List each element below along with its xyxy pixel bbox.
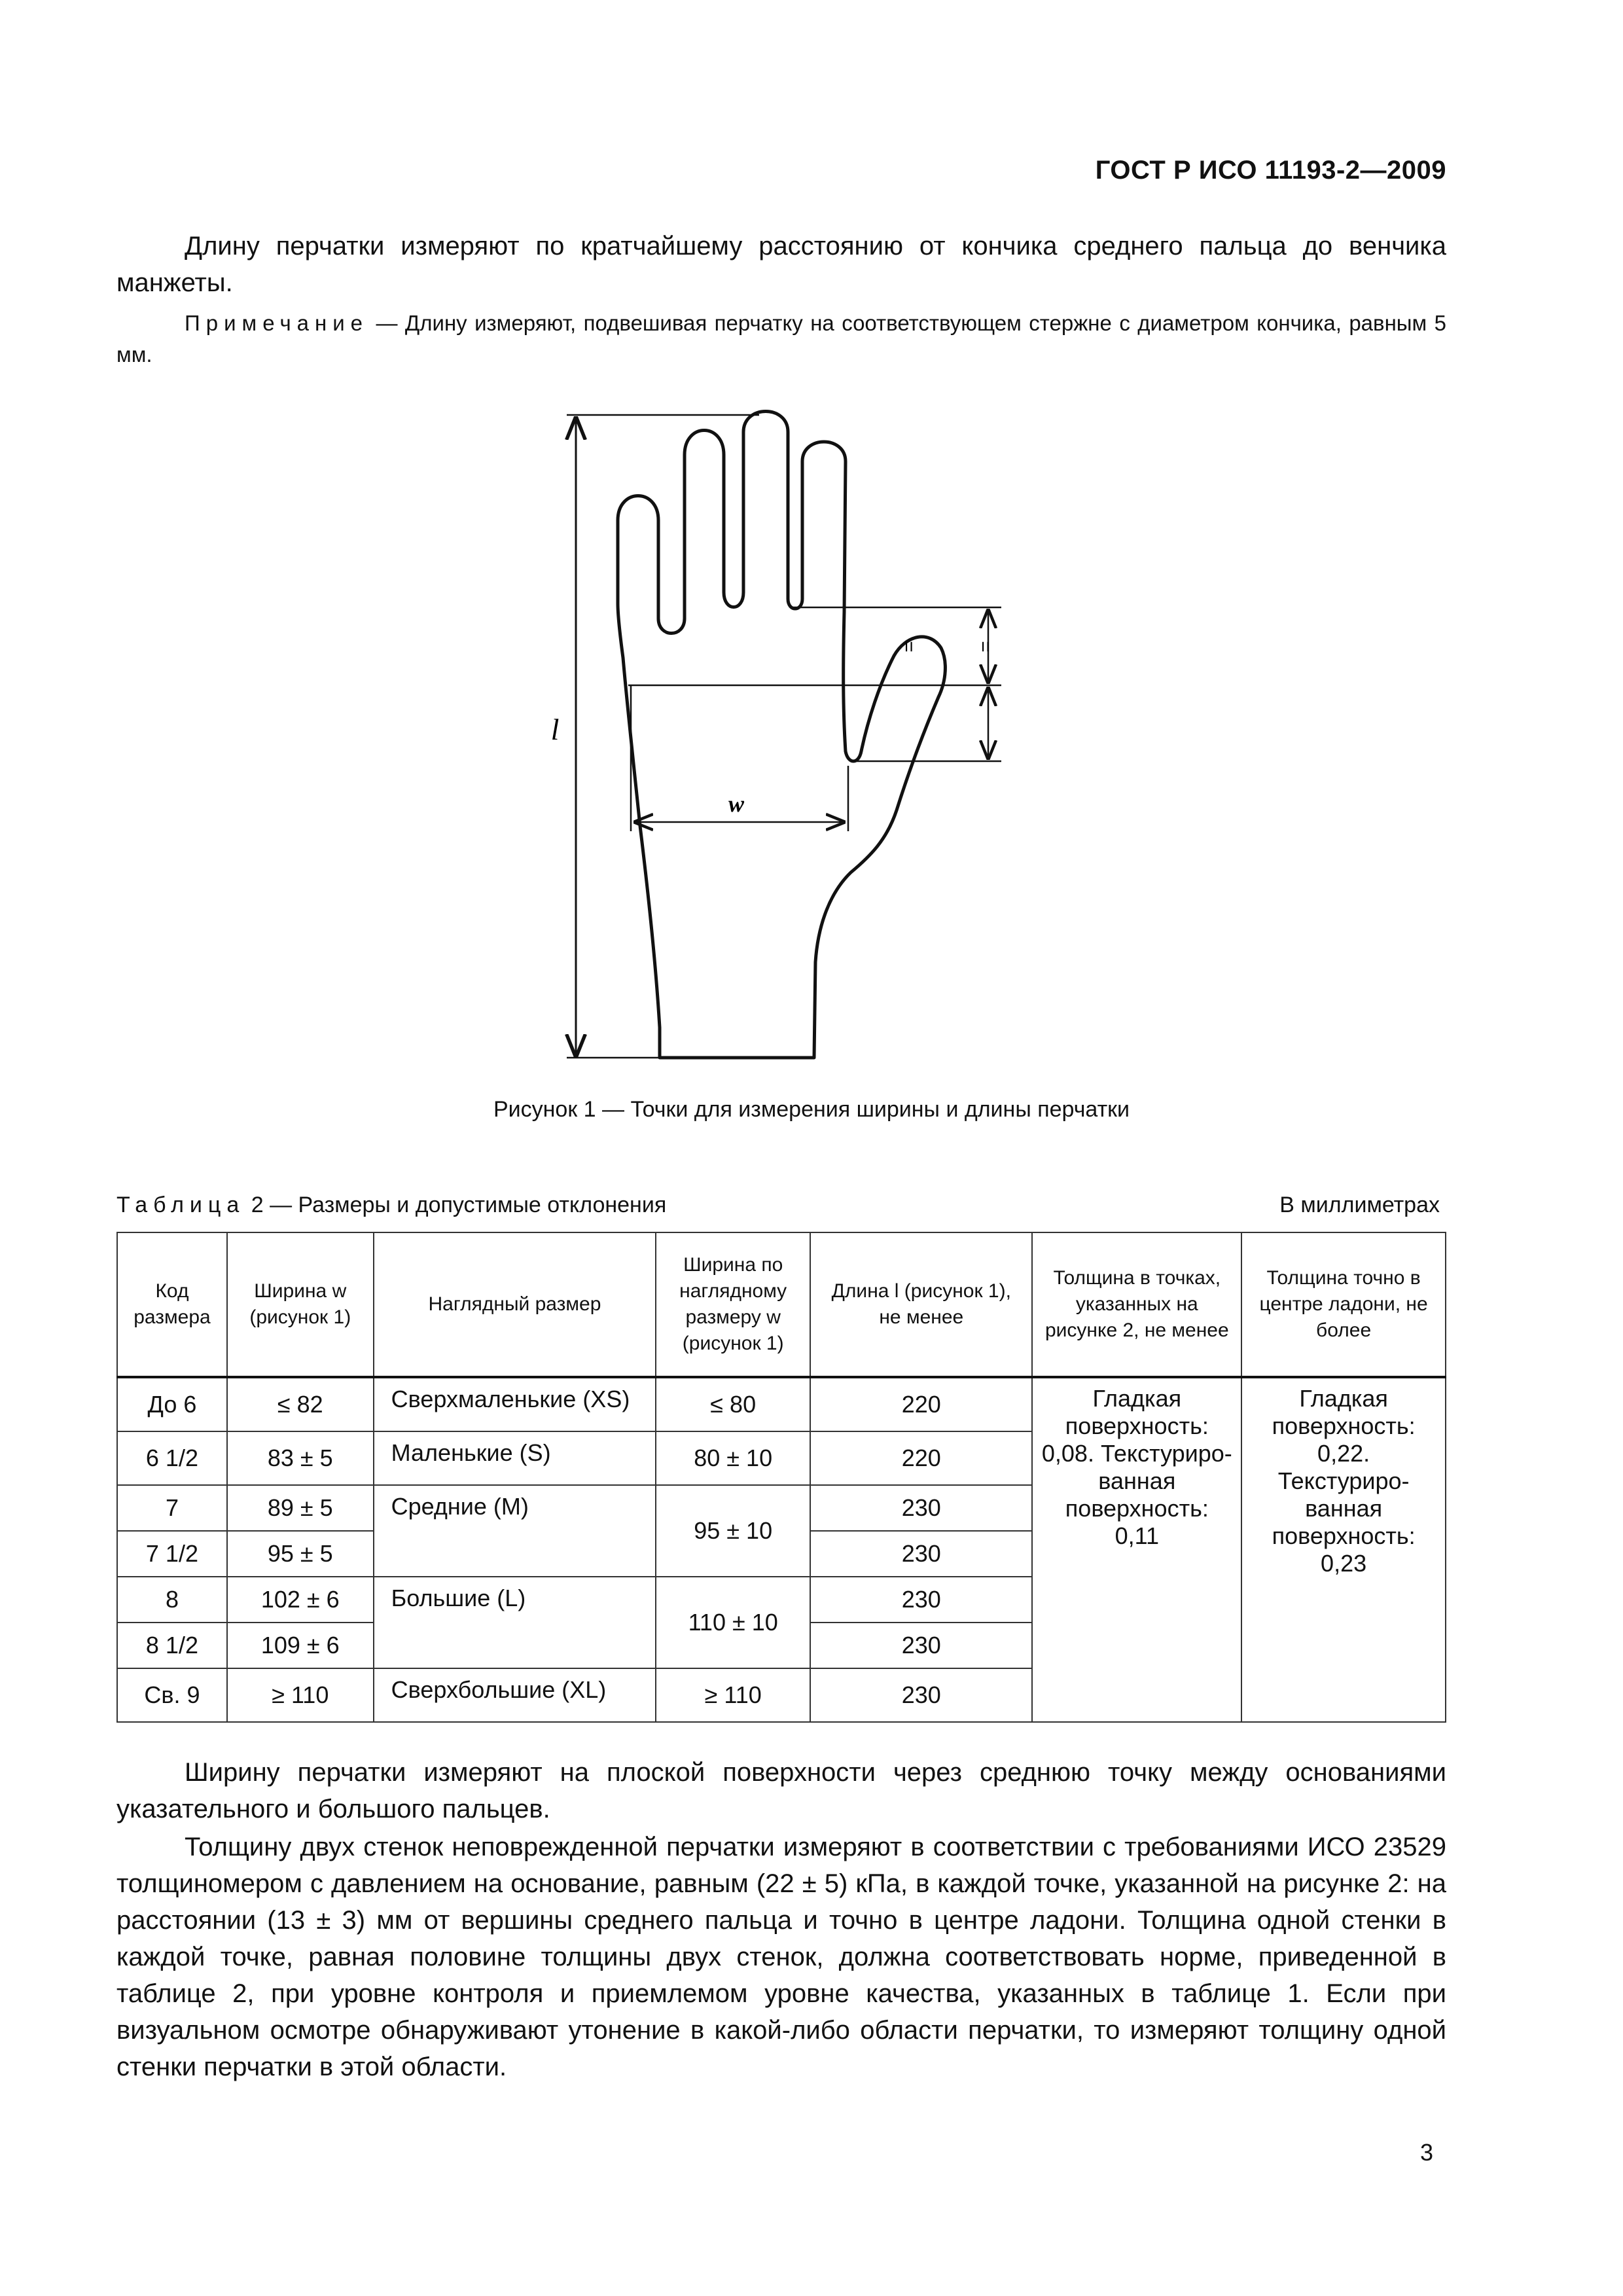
page-number: 3: [1419, 2139, 1433, 2166]
table-units: В миллиметрах: [1279, 1193, 1440, 1217]
glove-figure: [0, 393, 1623, 1086]
figure-caption: Рисунок 1 — Точки для измерения ширины и длины перчатки: [493, 1097, 1130, 1122]
body-paragraph-2-text: Толщину двух стенок неповрежденной перчатки измеряют в соответствии с требованиями ИСО 23529 толщиномером с давлением на основание, равным (22 ± 5) кПа, в каждой точке, указанной на рисунке 2: на расстоянии (13 ± 3) мм от вершины среднего пальца и точно в центре ладони. Толщина одной стенки в каждой точке, равная половине толщины двух стенок, должна соответствовать норме, приведенной в таблице 2, при уровне контроля и приемлемом уровне качества, указанных в таблице 1. Если при визуальном осмотре обнаруживают утонение в какой-либо области перчатки, то измеряют толщину одной стенки перчатки в этой области.: [116, 1833, 1446, 2081]
cell-size-width: 95 ± 10: [656, 1485, 810, 1577]
cell-code: 8: [117, 1577, 227, 1623]
intro-paragraph: [116, 228, 1446, 301]
cell-code: 8 1/2: [117, 1623, 227, 1668]
cell-width: ≤ 82: [227, 1377, 374, 1431]
length-label: l: [550, 713, 560, 746]
cell-code: 7 1/2: [117, 1531, 227, 1577]
column-header-code: Код размера: [117, 1232, 227, 1377]
sizes-table: [116, 1232, 1446, 1723]
table-header-row: [117, 1232, 1446, 1377]
cell-width: 109 ± 6: [227, 1623, 374, 1668]
cell-length: 220: [810, 1431, 1032, 1485]
cell-length: 230: [810, 1485, 1032, 1531]
equal-mark-upper: =: [974, 641, 996, 653]
note-label: Примечание: [185, 311, 369, 335]
cell-code: 6 1/2: [117, 1431, 227, 1485]
cell-size-width: ≤ 80: [656, 1377, 810, 1431]
cell-code: Св. 9: [117, 1668, 227, 1722]
width-label: w: [728, 791, 745, 817]
table-title-text: 2 — Размеры и допустимые отклонения: [245, 1193, 667, 1217]
column-header-thickness-points: Толщина в точках, указанных на рисунке 2, не менее: [1032, 1232, 1241, 1377]
cell-size-width: 80 ± 10: [656, 1431, 810, 1485]
cell-size: Большие (L): [374, 1577, 656, 1668]
table-row: [117, 1377, 1446, 1431]
cell-length: 230: [810, 1531, 1032, 1577]
cell-size-width: ≥ 110: [656, 1668, 810, 1722]
column-header-size-width: Ширина по наглядному размеру w (рисунок 1): [656, 1232, 810, 1377]
body-paragraph-1-text: Ширину перчатки измеряют на плоской поверхности через среднюю точку между основаниями указательного и большого пальцев.: [116, 1758, 1446, 1823]
cell-size-width: 110 ± 10: [656, 1577, 810, 1668]
body-paragraph-2: [116, 1829, 1446, 2085]
cell-length: 230: [810, 1623, 1032, 1668]
cell-width: 95 ± 5: [227, 1531, 374, 1577]
cell-width: 83 ± 5: [227, 1431, 374, 1485]
cell-thickness-points: Гладкая поверхность: 0,08. Текстуриро-ванная поверхность: 0,11: [1032, 1377, 1241, 1722]
intro-paragraph-text: Длину перчатки измеряют по кратчайшему расстоянию от кончика среднего пальца до венчика манжеты.: [116, 232, 1446, 297]
column-header-size: Наглядный размер: [374, 1232, 656, 1377]
glove-outline: [618, 412, 945, 1058]
body-paragraph-1: [116, 1754, 1446, 1827]
cell-length: 230: [810, 1577, 1032, 1623]
cell-width: ≥ 110: [227, 1668, 374, 1722]
equal-mark-lower: =: [898, 641, 919, 653]
cell-size: Маленькие (S): [374, 1431, 656, 1485]
cell-code: До 6: [117, 1377, 227, 1431]
note-text: — Длину измеряют, подвешивая перчатку на соответствующем стержне с диаметром кончика, равным 5 мм.: [116, 311, 1446, 367]
cell-width: 89 ± 5: [227, 1485, 374, 1531]
cell-size: Средние (M): [374, 1485, 656, 1577]
note-paragraph: [116, 308, 1446, 370]
cell-size: Сверхбольшие (XL): [374, 1668, 656, 1722]
column-header-thickness-center: Толщина точно в центре ладони, не более: [1241, 1232, 1446, 1377]
cell-length: 220: [810, 1377, 1032, 1431]
cell-size: Сверхмаленькие (XS): [374, 1377, 656, 1431]
table-title-label: Таблица: [116, 1193, 245, 1217]
cell-code: 7: [117, 1485, 227, 1531]
column-header-width: Ширина w (рисунок 1): [227, 1232, 374, 1377]
document-header: ГОСТ Р ИСО 11193-2—2009: [1095, 156, 1446, 185]
table-title: [116, 1193, 666, 1218]
cell-width: 102 ± 6: [227, 1577, 374, 1623]
cell-length: 230: [810, 1668, 1032, 1722]
column-header-length: Длина l (рисунок 1), не менее: [810, 1232, 1032, 1377]
cell-thickness-center: Гладкая поверхность: 0,22. Текстуриро-ванная поверхность: 0,23: [1241, 1377, 1446, 1722]
